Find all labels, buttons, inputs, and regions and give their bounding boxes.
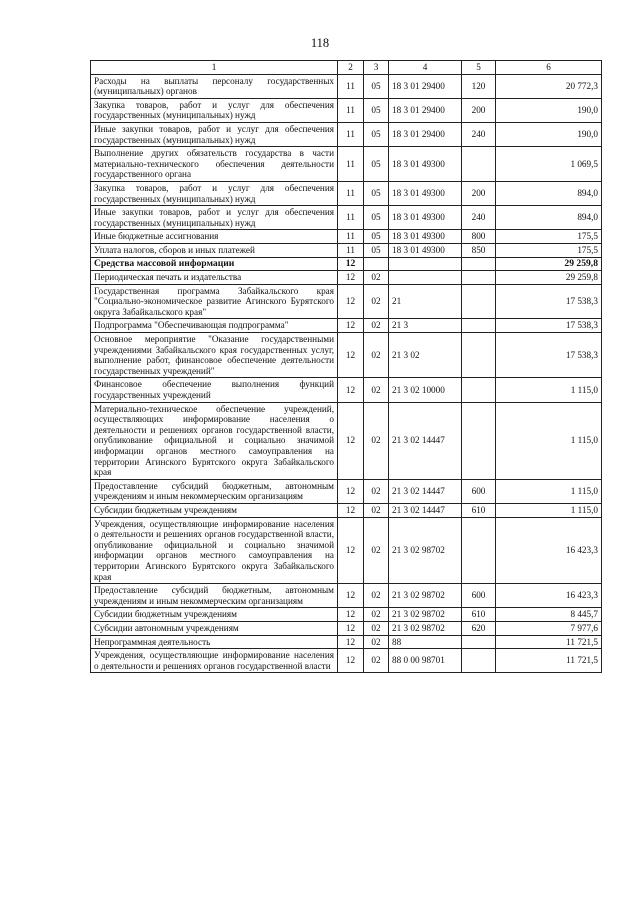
expense-type-code-cell (462, 402, 496, 479)
expense-type-code-cell: 800 (462, 230, 496, 244)
subsection-code-cell: 02 (364, 608, 389, 622)
table-row (91, 649, 602, 673)
table-row (91, 635, 602, 649)
expense-type-code-cell: 600 (462, 479, 496, 503)
section-code-cell: 12 (338, 402, 364, 479)
subsection-code-cell: 05 (364, 230, 389, 244)
amount-cell: 11 721,5 (496, 649, 602, 673)
section-code-cell: 12 (338, 621, 364, 635)
item-name-cell: Иные закупки товаров, работ и услуг для обеспечения государственных (муниципальных) нужд (91, 122, 338, 146)
amount-cell: 7 977,6 (496, 621, 602, 635)
target-article-code-cell (389, 257, 462, 271)
expense-type-code-cell: 240 (462, 206, 496, 230)
table-row (91, 479, 602, 503)
amount-cell: 17 538,3 (496, 333, 602, 378)
subsection-code-cell: 05 (364, 74, 389, 98)
target-article-code-cell: 21 3 02 98702 (389, 517, 462, 584)
subsection-code-cell: 02 (364, 284, 389, 319)
expense-type-code-cell (462, 378, 496, 402)
item-name-cell: Периодическая печать и издательства (91, 271, 338, 285)
target-article-code-cell: 21 3 02 (389, 333, 462, 378)
subsection-code-cell: 05 (364, 181, 389, 205)
page-number: 118 (310, 36, 330, 50)
expense-type-code-cell (462, 333, 496, 378)
item-name-cell: Субсидии автономным учреждениям (91, 621, 338, 635)
table-row (91, 517, 602, 584)
subsection-code-cell: 02 (364, 584, 389, 608)
item-name-cell: Предоставление субсидий бюджетным, автономным учреждениям и иным некоммерческим организациям (91, 584, 338, 608)
amount-cell: 17 538,3 (496, 319, 602, 333)
target-article-code-cell: 18 3 01 29400 (389, 98, 462, 122)
target-article-code-cell: 18 3 01 49300 (389, 230, 462, 244)
amount-cell: 11 721,5 (496, 635, 602, 649)
table-row (91, 206, 602, 230)
section-code-cell: 12 (338, 257, 364, 271)
amount-cell: 190,0 (496, 122, 602, 146)
table-row (91, 74, 602, 98)
table-row (91, 271, 602, 285)
amount-cell: 8 445,7 (496, 608, 602, 622)
subsection-code-cell: 05 (364, 206, 389, 230)
amount-cell: 175,5 (496, 243, 602, 257)
expense-type-code-cell (462, 635, 496, 649)
target-article-code-cell: 18 3 01 49300 (389, 243, 462, 257)
header-cell: 1 (91, 61, 338, 75)
expense-type-code-cell: 600 (462, 584, 496, 608)
budget-table-body (91, 61, 602, 673)
item-name-cell: Субсидии бюджетным учреждениям (91, 608, 338, 622)
item-name-cell: Иные бюджетные ассигнования (91, 230, 338, 244)
subsection-code-cell: 05 (364, 122, 389, 146)
subsection-code-cell: 02 (364, 333, 389, 378)
section-code-cell: 11 (338, 98, 364, 122)
table-row (91, 243, 602, 257)
table-row (91, 257, 602, 271)
target-article-code-cell: 21 (389, 284, 462, 319)
table-header-row (91, 61, 602, 75)
item-name-cell: Учреждения, осуществляющие информирование населения о деятельности и решениях органов государственной власти (91, 649, 338, 673)
section-code-cell: 12 (338, 503, 364, 517)
subsection-code-cell (364, 257, 389, 271)
target-article-code-cell (389, 271, 462, 285)
table-row (91, 122, 602, 146)
target-article-code-cell: 18 3 01 29400 (389, 74, 462, 98)
header-cell: 4 (389, 61, 462, 75)
item-name-cell: Уплата налогов, сборов и иных платежей (91, 243, 338, 257)
item-name-cell: Расходы на выплаты персоналу государственных (муниципальных) органов (91, 74, 338, 98)
item-name-cell: Подпрограмма "Обеспечивающая подпрограмма" (91, 319, 338, 333)
section-code-cell: 12 (338, 635, 364, 649)
subsection-code-cell: 05 (364, 243, 389, 257)
target-article-code-cell: 21 3 02 10000 (389, 378, 462, 402)
expense-type-code-cell: 620 (462, 621, 496, 635)
amount-cell: 894,0 (496, 181, 602, 205)
header-cell: 6 (496, 61, 602, 75)
target-article-code-cell: 21 3 02 98702 (389, 608, 462, 622)
section-code-cell: 11 (338, 206, 364, 230)
target-article-code-cell: 18 3 01 49300 (389, 181, 462, 205)
amount-cell: 894,0 (496, 206, 602, 230)
table-row (91, 333, 602, 378)
item-name-cell: Материально-техническое обеспечение учреждений, осуществляющих информирование населения о деятельности и решениях органов государственной власти, опубликование официальной и социально значимой информации органов местного самоуправления на территории Агинского Бурятского округа Забайкальского края (91, 402, 338, 479)
amount-cell: 1 115,0 (496, 503, 602, 517)
section-code-cell: 11 (338, 243, 364, 257)
table-row (91, 584, 602, 608)
table-row (91, 230, 602, 244)
amount-cell: 17 538,3 (496, 284, 602, 319)
amount-cell: 175,5 (496, 230, 602, 244)
subsection-code-cell: 02 (364, 517, 389, 584)
expense-type-code-cell: 200 (462, 98, 496, 122)
amount-cell: 29 259,8 (496, 257, 602, 271)
section-code-cell: 12 (338, 319, 364, 333)
header-cell: 3 (364, 61, 389, 75)
subsection-code-cell: 02 (364, 271, 389, 285)
amount-cell: 16 423,3 (496, 584, 602, 608)
section-code-cell: 12 (338, 517, 364, 584)
section-code-cell: 12 (338, 584, 364, 608)
expense-type-code-cell (462, 284, 496, 319)
item-name-cell: Основное мероприятие "Оказание государственными учреждениями Забайкальского края государственных услуг, выполнение работ, финансовое обеспечение деятельности государственных учреждений" (91, 333, 338, 378)
header-cell: 2 (338, 61, 364, 75)
item-name-cell: Иные закупки товаров, работ и услуг для обеспечения государственных (муниципальных) нужд (91, 206, 338, 230)
item-name-cell: Закупка товаров, работ и услуг для обеспечения государственных (муниципальных) нужд (91, 98, 338, 122)
subsection-code-cell: 02 (364, 479, 389, 503)
table-row (91, 621, 602, 635)
section-code-cell: 11 (338, 230, 364, 244)
expense-type-code-cell: 610 (462, 503, 496, 517)
target-article-code-cell: 21 3 (389, 319, 462, 333)
target-article-code-cell: 21 3 02 98702 (389, 584, 462, 608)
amount-cell: 20 772,3 (496, 74, 602, 98)
target-article-code-cell: 21 3 02 14447 (389, 402, 462, 479)
section-code-cell: 12 (338, 378, 364, 402)
target-article-code-cell: 21 3 02 14447 (389, 503, 462, 517)
item-name-cell: Предоставление субсидий бюджетным, автономным учреждениям и иным некоммерческим организациям (91, 479, 338, 503)
section-code-cell: 11 (338, 147, 364, 182)
expense-type-code-cell: 610 (462, 608, 496, 622)
table-row (91, 503, 602, 517)
amount-cell: 1 115,0 (496, 402, 602, 479)
section-code-cell: 12 (338, 608, 364, 622)
expense-type-code-cell (462, 517, 496, 584)
subsection-code-cell: 02 (364, 649, 389, 673)
item-name-cell: Выполнение других обязательств государства в части материально-технического обеспечения деятельности государственного органа (91, 147, 338, 182)
expense-type-code-cell: 240 (462, 122, 496, 146)
expense-type-code-cell (462, 271, 496, 285)
item-name-cell: Закупка товаров, работ и услуг для обеспечения государственных (муниципальных) нужд (91, 181, 338, 205)
subsection-code-cell: 05 (364, 98, 389, 122)
section-code-cell: 11 (338, 74, 364, 98)
target-article-code-cell: 88 (389, 635, 462, 649)
table-row (91, 402, 602, 479)
subsection-code-cell: 02 (364, 378, 389, 402)
target-article-code-cell: 18 3 01 29400 (389, 122, 462, 146)
subsection-code-cell: 02 (364, 635, 389, 649)
subsection-code-cell: 02 (364, 402, 389, 479)
table-row (91, 181, 602, 205)
expense-type-code-cell: 850 (462, 243, 496, 257)
section-code-cell: 12 (338, 271, 364, 285)
subsection-code-cell: 02 (364, 621, 389, 635)
expense-type-code-cell (462, 147, 496, 182)
subsection-code-cell: 02 (364, 319, 389, 333)
item-name-cell: Средства массовой информации (91, 257, 338, 271)
section-code-cell: 11 (338, 181, 364, 205)
table-row (91, 608, 602, 622)
section-code-cell: 12 (338, 479, 364, 503)
expense-type-code-cell (462, 257, 496, 271)
item-name-cell: Учреждения, осуществляющие информирование населения о деятельности и решениях органов государственной власти, опубликование официальной и социально значимой информации органов местного самоуправления на территории Агинского Бурятского округа Забайкальского края (91, 517, 338, 584)
target-article-code-cell: 18 3 01 49300 (389, 206, 462, 230)
expense-type-code-cell: 200 (462, 181, 496, 205)
header-cell: 5 (462, 61, 496, 75)
amount-cell: 16 423,3 (496, 517, 602, 584)
subsection-code-cell: 05 (364, 147, 389, 182)
amount-cell: 1 069,5 (496, 147, 602, 182)
section-code-cell: 12 (338, 649, 364, 673)
amount-cell: 190,0 (496, 98, 602, 122)
item-name-cell: Непрограммная деятельность (91, 635, 338, 649)
amount-cell: 1 115,0 (496, 479, 602, 503)
subsection-code-cell: 02 (364, 503, 389, 517)
target-article-code-cell: 18 3 01 49300 (389, 147, 462, 182)
amount-cell: 29 259,8 (496, 271, 602, 285)
table-row (91, 98, 602, 122)
expense-type-code-cell (462, 319, 496, 333)
table-row (91, 378, 602, 402)
budget-table (90, 60, 602, 673)
target-article-code-cell: 21 3 02 98702 (389, 621, 462, 635)
expense-type-code-cell (462, 649, 496, 673)
target-article-code-cell: 21 3 02 14447 (389, 479, 462, 503)
section-code-cell: 12 (338, 284, 364, 319)
item-name-cell: Субсидии бюджетным учреждениям (91, 503, 338, 517)
target-article-code-cell: 88 0 00 98701 (389, 649, 462, 673)
item-name-cell: Государственная программа Забайкальского края "Социально-экономическое развитие Агинского Бурятского округа Забайкальского края" (91, 284, 338, 319)
amount-cell: 1 115,0 (496, 378, 602, 402)
item-name-cell: Финансовое обеспечение выполнения функций государственных учреждений (91, 378, 338, 402)
table-row (91, 319, 602, 333)
table-row (91, 147, 602, 182)
expense-type-code-cell: 120 (462, 74, 496, 98)
table-row (91, 284, 602, 319)
section-code-cell: 12 (338, 333, 364, 378)
section-code-cell: 11 (338, 122, 364, 146)
